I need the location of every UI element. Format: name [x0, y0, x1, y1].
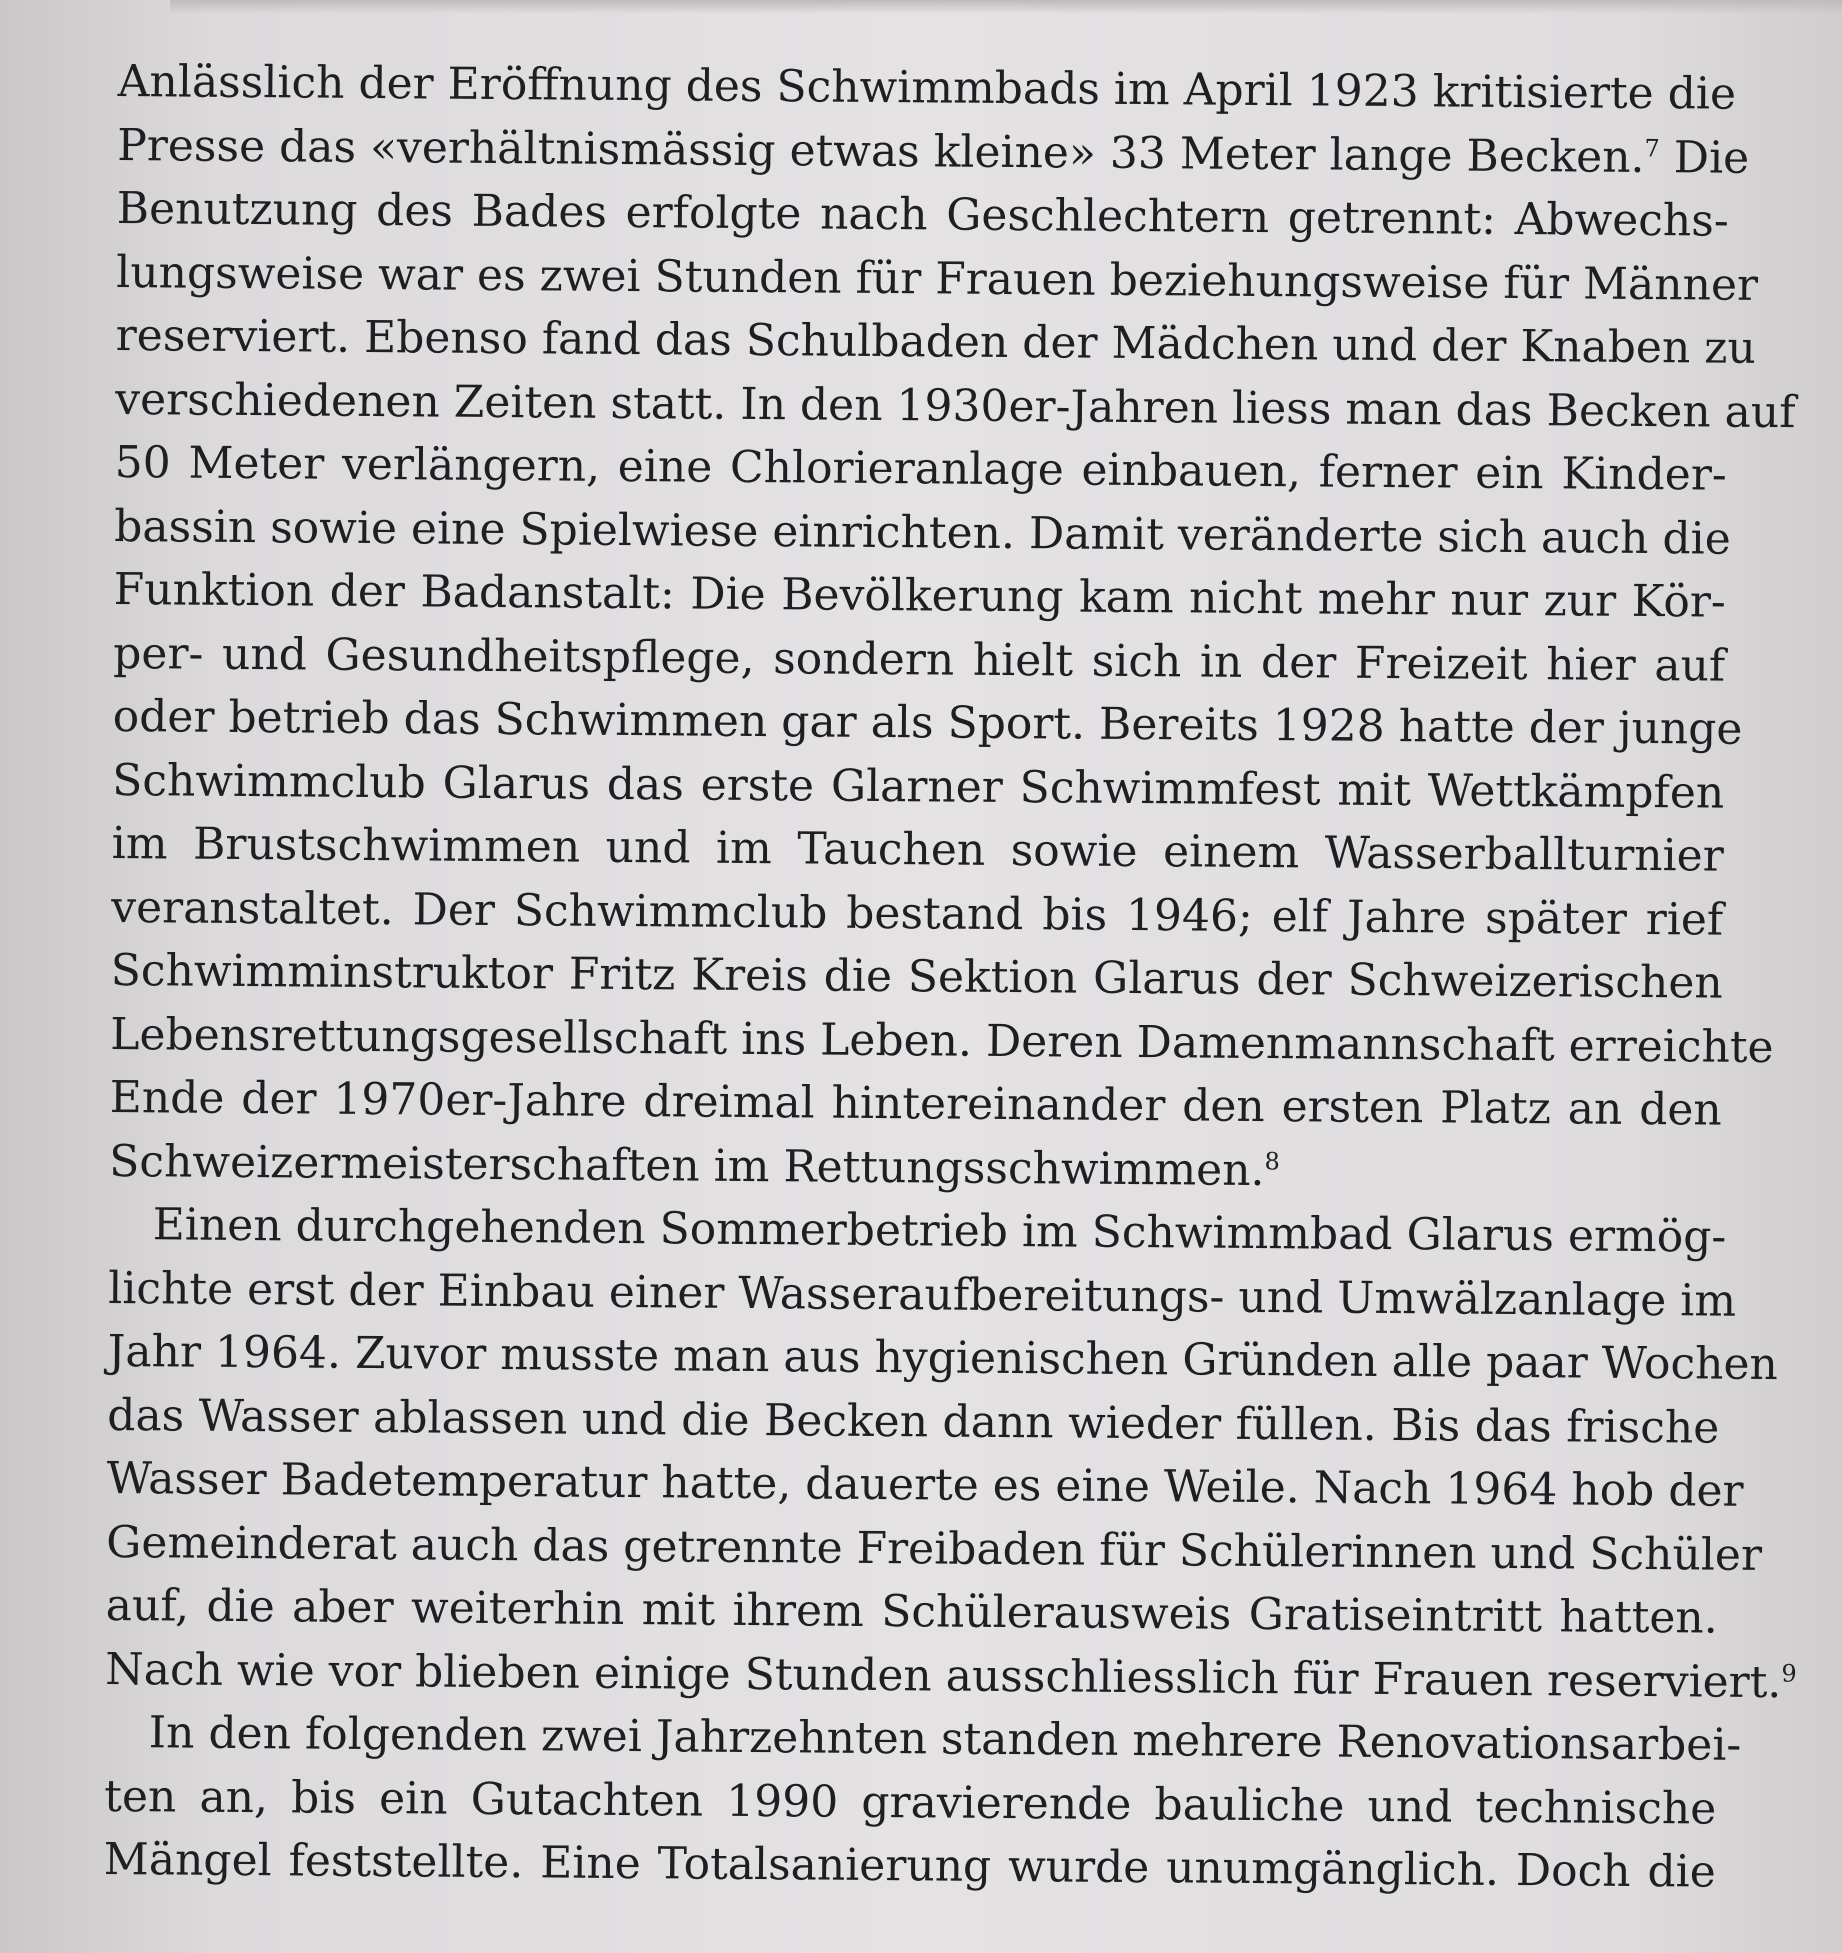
text-line — [112, 685, 1743, 761]
line-text: Mängel feststellte. Eine Totalsanierung wurde unumgänglich. Doch die — [103, 1833, 1716, 1898]
line-text: Lebensrettungsgesellschaft ins Leben. Deren Damenmannschaft erreichte — [110, 1008, 1774, 1073]
line-text: reserviert. Ebenso fand das Schulbaden der Mädchen und der Knaben zu — [115, 309, 1757, 374]
line-text: das Wasser ablassen und die Becken dann wieder füllen. Bis das frische — [107, 1389, 1720, 1454]
line-text: ten an, bis ein Gutachten 1990 gravierende bauliche und technische — [104, 1770, 1717, 1835]
line-text: auf, die aber weiterhin mit ihrem Schülerausweis Gratiseintritt hatten. — [105, 1579, 1718, 1644]
line-text: im Brustschwimmen und im Tauchen sowie einem Wasserballturnier — [111, 817, 1724, 882]
text-line — [111, 939, 1723, 1015]
line-text: lungsweise war es zwei Stunden für Frauen beziehungsweise für Männer — [116, 246, 1759, 311]
line-text: lichte erst der Einbau einer Wasseraufbereitungs- und Umwälzanlage im — [108, 1262, 1737, 1327]
line-text: veranstaltet. Der Schwimmclub bestand bis 1946; elf Jahre später rief — [111, 881, 1724, 946]
text-line — [115, 431, 1727, 507]
text-line — [104, 1828, 1716, 1904]
text-line — [114, 558, 1726, 634]
line-text: 50 Meter verlängern, eine Chlorieranlage einbauen, ferner ein Kinder- — [114, 436, 1727, 501]
body-text — [103, 50, 1797, 1904]
line-text-after-note: Die — [1659, 131, 1750, 184]
line-text: Gemeinderat auch das getrennte Freibaden für Schülerinnen und Schüler — [106, 1516, 1763, 1581]
line-text: In den folgenden zwei Jahrzehnten standen mehrere Renovationsarbei- — [148, 1707, 1742, 1771]
text-line — [112, 812, 1724, 888]
text-line — [106, 1574, 1718, 1650]
text-line — [109, 1193, 1727, 1269]
footnote-marker: 7 — [1644, 133, 1660, 162]
text-line — [117, 177, 1729, 253]
footnote-marker: 9 — [1781, 1658, 1797, 1688]
footnote-marker: 8 — [1264, 1146, 1280, 1176]
line-text: oder betrieb das Schwimmen gar als Sport. Bereits 1928 hatte der junge — [112, 690, 1743, 755]
line-text: Schweizermeisterschaften im Rettungsschwimmen. — [109, 1135, 1265, 1196]
line-text: Presse das «verhältnismässig etwas kleine» 33 Meter lange Becken. — [117, 119, 1645, 183]
line-text: Anlässlich der Eröffnung des Schwimmbads im April 1923 kritisierte die — [117, 55, 1737, 120]
line-text: per- und Gesundheitspflege, sondern hielt sich in der Freizeit hier auf — [113, 627, 1726, 692]
text-line — [106, 1447, 1744, 1523]
line-text: Schwimmclub Glarus das erste Glarner Schwimmfest mit Wettkämpfen — [112, 754, 1725, 819]
line-text: Schwimminstruktor Fritz Kreis die Sektion Glarus der Schweizerischen — [110, 944, 1723, 1009]
text-line — [107, 1320, 1779, 1396]
line-text: Wasser Badetemperatur hatte, dauerte es eine Weile. Nach 1964 hob der — [106, 1452, 1744, 1517]
line-text: Nach wie vor blieben einige Stunden ausschliesslich für Frauen reserviert. — [105, 1643, 1782, 1708]
line-text: Ende der 1970er-Jahre dreimal hintereinander den ersten Platz an den — [109, 1071, 1722, 1136]
text-line — [110, 1066, 1722, 1142]
line-text: Benutzung des Bades erfolgte nach Geschlechtern getrennt: Abwechs- — [116, 182, 1729, 247]
line-text: bassin sowie eine Spielwiese einrichten. Damit veränderte sich auch die — [114, 500, 1731, 565]
line-text: Jahr 1964. Zuvor musste man aus hygienischen Gründen alle paar Wochen — [107, 1325, 1779, 1391]
line-text: verschiedenen Zeiten statt. In den 1930er-Jahren liess man das Becken auf — [115, 373, 1796, 438]
line-text: Einen durchgehenden Sommerbetrieb im Schwimmbad Glarus ermög- — [152, 1199, 1727, 1263]
text-line — [115, 304, 1757, 380]
text-line — [105, 1701, 1742, 1777]
text-line — [117, 50, 1737, 126]
line-text: Funktion der Badanstalt: Die Bevölkerung kam nicht mehr nur zur Kör- — [113, 563, 1726, 628]
